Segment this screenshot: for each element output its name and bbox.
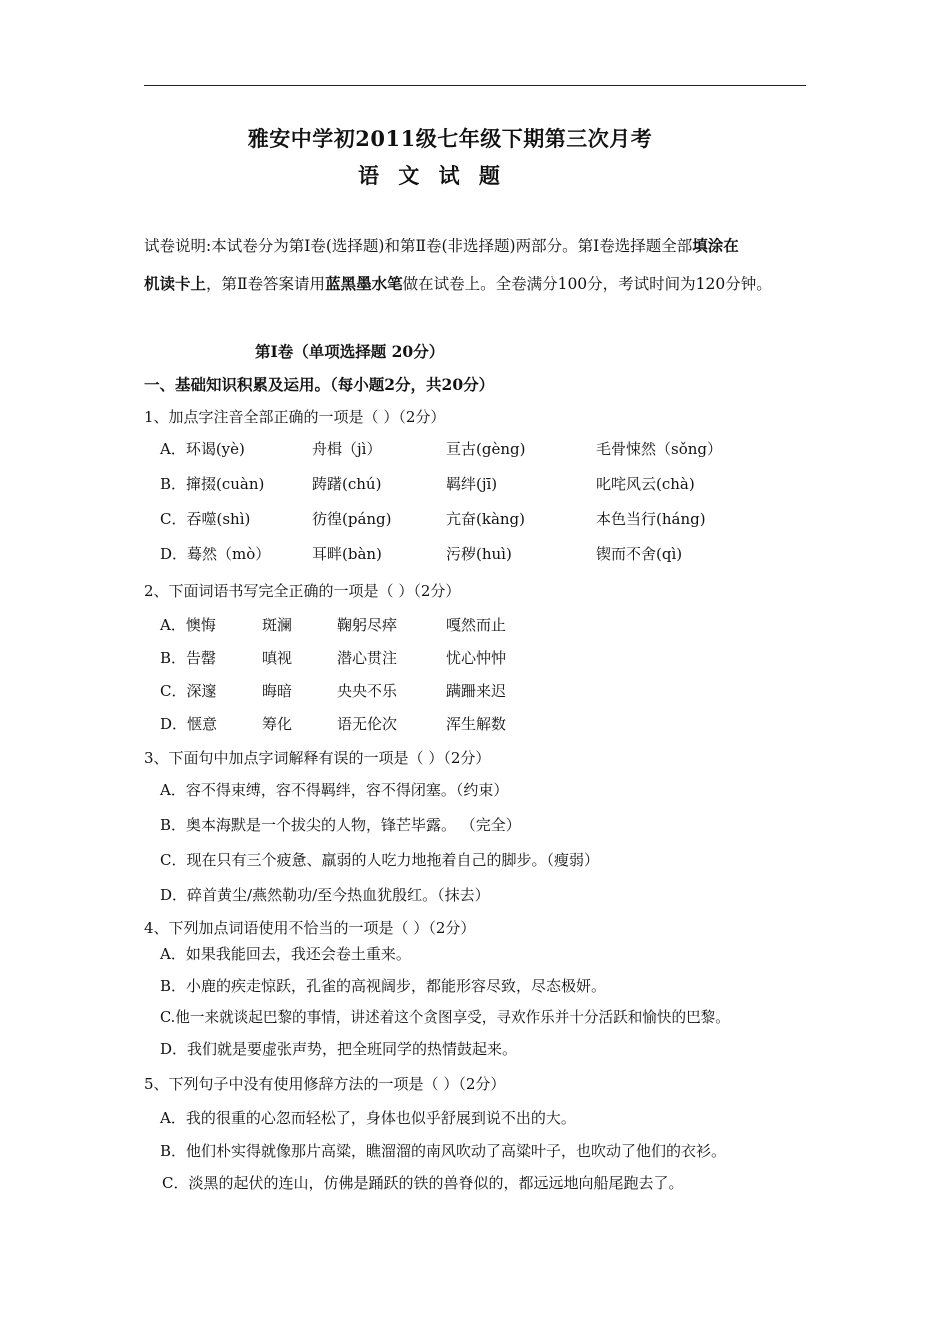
option-cell: A．懊悔 [160,616,216,634]
question-5-option-c: C．淡黑的起伏的连山，仿佛是踊跃的铁的兽脊似的，都远远地向船尾跑去了。 [162,1174,684,1192]
question-3-option-a: A．容不得束缚，容不得羁绊，容不得闭塞。（约束） [160,781,509,799]
option-cell: C．深邃 [160,682,217,700]
option-cell: 叱咤风云(chà) [596,475,695,493]
option-cell: B．告罄 [160,649,217,667]
option-cell: 晦暗 [262,682,293,700]
option-cell: 斑澜 [262,616,293,634]
option-cell: 蹒跚来迟 [446,682,507,700]
question-4-option-a: A．如果我能回去，我还会卷土重来。 [160,945,411,963]
option-cell: 本色当行(háng) [596,510,706,528]
option-cell: D．惬意 [160,715,218,733]
option-cell: 鞠躬尽瘁 [337,616,398,634]
option-cell: 筹化 [262,715,293,733]
question-3-option-b: B．奥本海默是一个拔尖的人物，锋芒毕露。 （完全） [160,816,521,834]
option-cell: 央央不乐 [337,682,398,700]
option-cell: B．撺掇(cuàn) [160,475,265,493]
option-cell: 嗔视 [262,649,293,667]
question-4-option-d: D．我们就是要虚张声势，把全班同学的热情鼓起来。 [160,1040,518,1058]
option-cell: 忧心忡忡 [446,649,507,667]
instructions-text: ，第Ⅱ卷答案请用 [206,275,326,293]
option-cell: 毛骨悚然（sǒng） [596,440,722,458]
option-cell: 语无伦次 [337,715,398,733]
option-cell: 彷徨(páng) [312,510,392,528]
question-5-stem: 5、下列句子中没有使用修辞方法的一项是（ ）（2分） [144,1075,506,1093]
exam-title: 雅安中学初2011级七年级下期第三次月考 [247,126,653,151]
option-cell: 潜心贯注 [337,649,398,667]
option-cell: 浑生解数 [446,715,507,733]
option-cell: D．蓦然（mò） [160,545,271,563]
instructions-text: 做在试卷上。全卷满分100分，考试时间为120分钟。 [402,275,772,293]
question-3-option-d: D．碎首黄尘/燕然勒功/至今热血犹殷红。（抹去） [160,886,490,904]
question-4-stem: 4、下列加点词语使用不恰当的一项是（ ）（2分） [144,919,476,937]
option-cell: 舟楫（jì） [312,440,382,458]
option-cell: 锲而不舍(qì) [596,545,683,563]
section1-heading: 一、基础知识积累及运用。（每小题2分，共20分） [144,375,495,394]
header-rule [144,85,806,86]
question-3-stem: 3、下面句中加点字词解释有误的一项是（ ）（2分） [144,749,491,767]
question-5-option-a: A．我的很重的心忽而轻松了，身体也似乎舒展到说不出的大。 [160,1109,576,1127]
question-4-option-c: C.他一来就谈起巴黎的事情，讲述着这个贪图享受，寻欢作乐并十分活跃和愉快的巴黎。 [160,1009,730,1026]
option-cell: 污秽(huì) [446,545,512,563]
question-3-option-c: C．现在只有三个疲惫、羸弱的人吃力地拖着自己的脚步。（瘦弱） [160,851,599,869]
instructions-emphasis: 蓝黑墨水笔 [325,274,403,293]
option-cell: 嘎然而止 [446,616,507,634]
question-1-stem: 1、加点字注音全部正确的一项是（ ）（2分） [144,408,446,426]
part1-heading: 第Ⅰ卷（单项选择题 20分） [255,342,445,361]
option-cell: A．环谒(yè) [160,440,245,458]
instructions-emphasis: 填涂在 [692,236,739,255]
instructions-line-1 [144,234,739,256]
option-cell: 踌躇(chú) [312,475,382,493]
option-cell: 亘古(gèng) [446,440,526,458]
question-4-option-b: B．小鹿的疾走惊跃，孔雀的高视阔步，都能形容尽致，尽态极妍。 [160,977,607,995]
instructions-emphasis: 机读卡上 [144,274,207,293]
question-5-option-b: B．他们朴实得就像那片高粱，瞧溜溜的南风吹动了高粱叶子，也吹动了他们的衣衫。 [160,1142,727,1160]
question-2-stem: 2、下面词语书写完全正确的一项是（ ）（2分） [144,582,461,600]
instructions-text: 试卷说明:本试卷分为第Ⅰ卷(选择题)和第Ⅱ卷(非选择题)两部分。第Ⅰ卷选择题全部 [144,237,693,255]
option-cell: 羁绊(jī) [446,475,498,493]
option-cell: 亢奋(kàng) [446,510,525,528]
exam-subtitle: 语 文 试 题 [358,163,506,188]
option-cell: C．吞噬(shì) [160,510,251,528]
instructions-line-2 [144,272,772,294]
option-cell: 耳畔(bàn) [312,545,382,563]
